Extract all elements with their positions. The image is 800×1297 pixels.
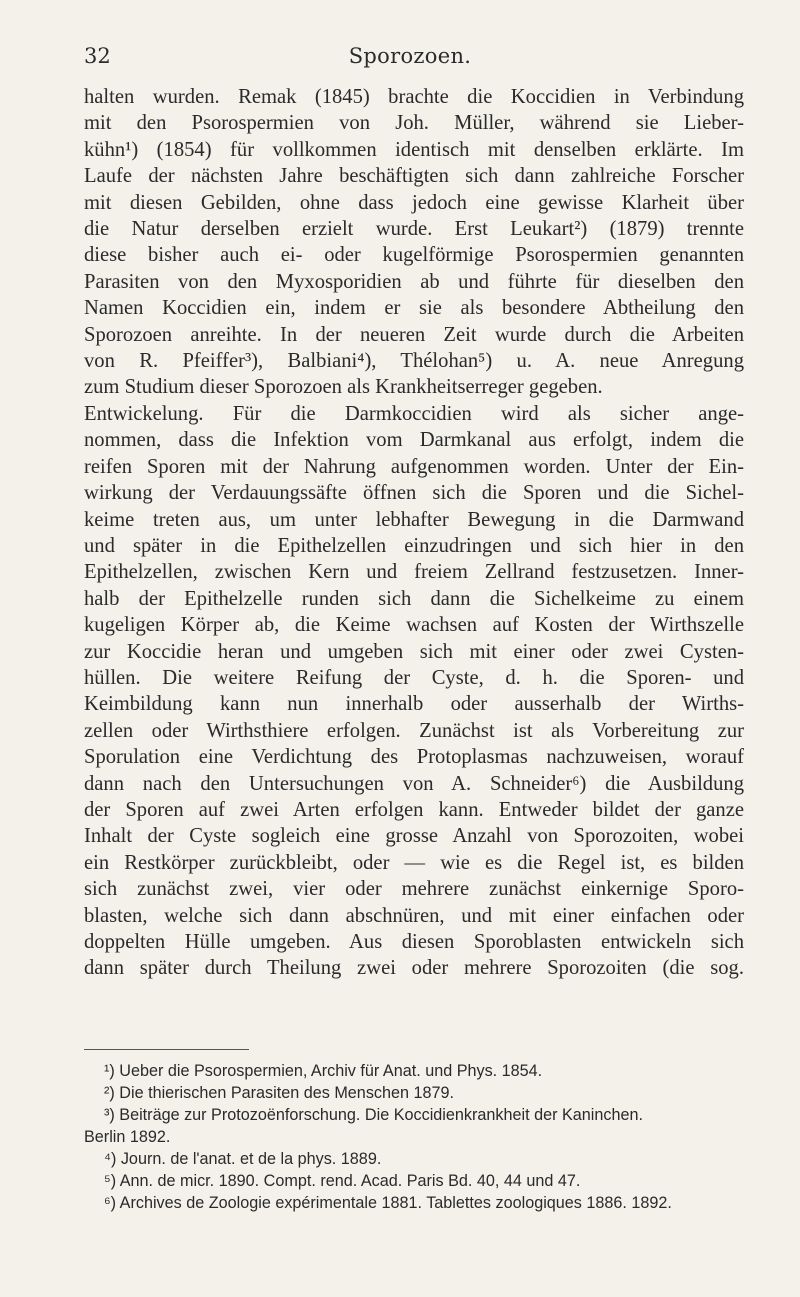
footnote: ⁵) Ann. de micr. 1890. Compt. rend. Acad. Paris Bd. 40, 44 und 47. xyxy=(104,1172,581,1190)
text-line: Entwickelung. Für die Darmkoccidien wird als sicher ange- xyxy=(84,402,744,425)
text-line: und später in die Epithelzellen einzudringen und sich hier in den xyxy=(84,534,744,557)
text-line: dann später durch Theilung zwei oder mehrere Sporozoiten (die sog. xyxy=(84,957,744,980)
text-line: ein Restkörper zurückbleibt, oder — wie es die Regel ist, es bilden xyxy=(84,851,744,874)
footnote-divider xyxy=(84,1049,249,1050)
footnote: ⁶) Archives de Zoologie expérimentale 1881. Tablettes zoologiques 1886. 1892. xyxy=(104,1194,672,1212)
text-line: Sporulation eine Verdichtung des Protoplasmas nachzuweisen, worauf xyxy=(84,746,744,769)
text-line: Laufe der nächsten Jahre beschäftigten sich dann zahlreiche Forscher xyxy=(84,165,744,188)
footnote: ²) Die thierischen Parasiten des Menschen 1879. xyxy=(104,1084,455,1102)
text-line: der Sporen auf zwei Arten erfolgen kann. Entweder bildet der ganze xyxy=(84,798,744,821)
text-line: Keimbildung kann nun innerhalb oder ausserhalb der Wirths- xyxy=(84,693,744,716)
text-line: zellen oder Wirthsthiere erfolgen. Zunächst ist als Vorbereitung zur xyxy=(84,719,744,742)
text-line: doppelten Hülle umgeben. Aus diesen Sporoblasten entwickeln sich xyxy=(84,931,744,953)
footnote: ⁴) Journ. de l'anat. et de la phys. 1889. xyxy=(104,1150,382,1168)
text-line: Epithelzellen, zwischen Kern und freiem Zellrand festzusetzen. Inner- xyxy=(84,561,744,584)
text-line: wirkung der Verdauungssäfte öffnen sich die Sporen und die Sichel- xyxy=(84,482,744,505)
text-line: dann nach den Untersuchungen von A. Schneider⁶) die Ausbildung xyxy=(84,772,744,795)
text-line: reifen Sporen mit der Nahrung aufgenommen worden. Unter der Ein- xyxy=(84,455,744,478)
running-title: Sporozoen. xyxy=(348,44,472,68)
text-line: zur Koccidie heran und umgeben sich mit einer oder zwei Cysten- xyxy=(84,640,744,663)
text-line: sich zunächst zwei, vier oder mehrere zunächst einkernige Sporo- xyxy=(84,878,744,901)
text-line: Sporozoen anreihte. In der neueren Zeit wurde durch die Arbeiten xyxy=(84,323,744,346)
text-line: halb der Epithelzelle runden sich dann die Sichelkeime zu einem xyxy=(84,587,744,610)
text-line: von R. Pfeiffer³), Balbiani⁴), Thélohan⁵) u. A. neue Anregung xyxy=(84,350,744,373)
page-number: 32 xyxy=(84,44,111,68)
footnotes xyxy=(84,1060,744,1214)
text-line: die Natur derselben erzielt wurde. Erst Leukart²) (1879) trennte xyxy=(84,218,744,241)
text-line: Inhalt der Cyste sogleich eine grosse Anzahl von Sporozoiten, wobei xyxy=(84,825,744,848)
text-line: Namen Koccidien ein, indem er sie als besondere Abtheilung den xyxy=(84,297,744,320)
text-line: kühn¹) (1854) für vollkommen identisch mit denselben erklärte. Im xyxy=(84,138,744,161)
footnote: ³) Beiträge zur Protozoënforschung. Die Koccidienkrankheit der Kaninchen. xyxy=(104,1106,643,1124)
footnote-continuation: Berlin 1892. xyxy=(84,1128,171,1146)
text-line: zum Studium dieser Sporozoen als Krankheitserreger gegeben. xyxy=(84,376,603,399)
text-line: diese bisher auch ei- oder kugelförmige Psorospermien genannten xyxy=(84,244,744,267)
text-line: blasten, welche sich dann abschnüren, und mit einer einfachen oder xyxy=(84,904,744,927)
text-line: keime treten aus, um unter lebhafter Bewegung in die Darmwand xyxy=(84,508,744,531)
page-header xyxy=(84,44,736,74)
text-line: mit diesen Gebilden, ohne dass jedoch eine gewisse Klarheit über xyxy=(84,191,744,214)
footnote: ¹) Ueber die Psorospermien, Archiv für Anat. und Phys. 1854. xyxy=(104,1062,543,1080)
text-line: kugeligen Körper ab, die Keime wachsen auf Kosten der Wirthszelle xyxy=(84,614,744,637)
body-text xyxy=(84,84,744,982)
text-line: nommen, dass die Infektion vom Darmkanal aus erfolgt, indem die xyxy=(84,429,744,452)
text-line: hüllen. Die weitere Reifung der Cyste, d. h. die Sporen- und xyxy=(84,666,744,689)
text-line: Parasiten von den Myxosporidien ab und führte für dieselben den xyxy=(84,270,744,293)
text-line: halten wurden. Remak (1845) brachte die Koccidien in Verbindung xyxy=(84,86,744,108)
text-line: mit den Psorospermien von Joh. Müller, während sie Lieber- xyxy=(84,112,744,135)
